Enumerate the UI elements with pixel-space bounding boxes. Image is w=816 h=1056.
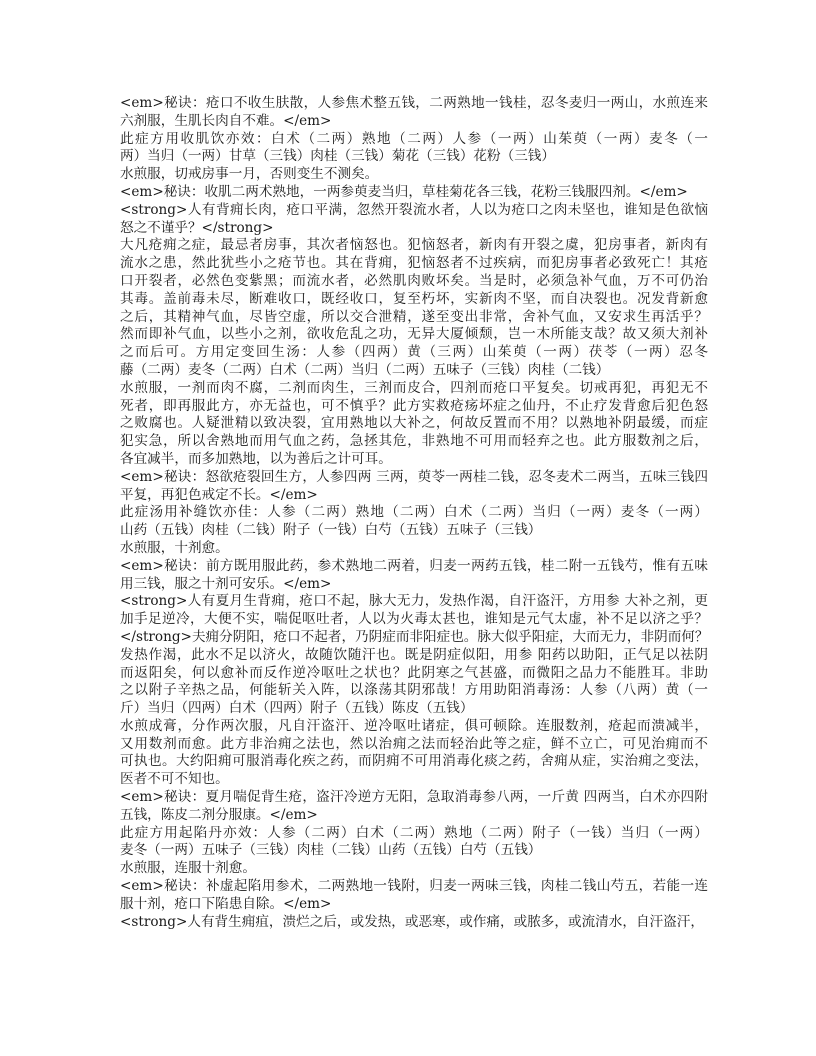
paragraph-verse <box>120 469 708 505</box>
text-line: <em>秘诀：前方既用服此药，参术熟地二两着，归麦一两药五钱，桂二附一五钱芍，惟有五味 <box>120 557 708 574</box>
paragraph-text <box>120 380 708 469</box>
paragraph-verse <box>120 184 708 202</box>
text-line: 医者不可不知也。 <box>120 771 229 788</box>
paragraph-question <box>120 202 708 238</box>
text-line: <em>秘诀：怒欲疮裂回生方，人参四两 三两，萸苓一两桂二钱，忍冬麦术二两当，五味三钱四 <box>120 468 708 485</box>
paragraph-text <box>120 860 708 878</box>
text-line: 麦冬（一两）五味子（三钱）肉桂（二钱）山药（五钱）白芍（五钱） <box>120 842 542 859</box>
paragraph-question <box>120 914 708 932</box>
text-line: 然而即补气血，以些小之剂，欲收危乱之功，无异大厦倾颓，岂一木所能支哉？故又须大剂补 <box>120 326 708 343</box>
text-line: 之而后可。方用定变回生汤：人参（四两）黄（三两）山茱萸（一两）茯苓（一两）忍冬 <box>120 344 708 361</box>
text-line: <strong>人有背生痈疽，溃烂之后，或发热，或恶寒，或作痛，或脓多，或流清水，自汗盗汗， <box>120 913 704 930</box>
text-line: 之后，其精神气血，尽皆空虚，所以交合泄精，遂至变出非常，舍补气血，又安求生再活乎？ <box>120 308 708 325</box>
text-line: 水煎服，十剂愈。 <box>120 539 229 556</box>
paragraph-formula <box>120 131 708 167</box>
paragraph-question <box>120 593 708 718</box>
text-line: 斤）当归（四两）白术（四两）附子（五钱）陈皮（五钱） <box>120 700 474 717</box>
text-line: 水煎服，切戒房事一月，否则变生不测矣。 <box>120 166 379 183</box>
text-line: 各宜减半，而多加熟地，以为善后之计可耳。 <box>120 450 392 467</box>
text-line: 两）当归（一两）甘草（三钱）肉桂（三钱）菊花（三钱）花粉（三钱） <box>120 148 555 165</box>
text-line: <em>秘诀：补虚起陷用参术，二两熟地一钱附，归麦一两味三钱，肉桂二钱山芍五，若能一连 <box>120 878 708 895</box>
text-line: 其毒。盖前毒未尽，断难收口，既经收口，复至朽坏，实新肉不坚，而自决裂也。况发背新愈 <box>120 290 708 307</box>
text-line: 服十剂，疮口下陷患自除。</em> <box>120 895 332 912</box>
paragraph-formula <box>120 504 708 540</box>
text-line: 藤（二两）麦冬（二两）白术（二两）当归（二两）五味子（三钱）肉桂（二钱） <box>120 361 610 378</box>
text-line: 此症汤用补缝饮亦佳：人参（二两）熟地（二两）白术（二两）当归（一两）麦冬（一两） <box>120 504 708 521</box>
text-line: 水煎服，一剂而肉不腐，二剂而肉生，三剂而皮合，四剂而疮口平复矣。切戒再犯，再犯无不 <box>120 379 708 396</box>
paragraph-text <box>120 540 708 558</box>
text-line: 又用数剂而愈。此方非治痈之法也，然以治痈之法而轻治此等之症，鲜不立亡，可见治痈而不 <box>120 735 708 752</box>
text-line: 山药（五钱）肉桂（二钱）附子（一钱）白芍（五钱）五味子（三钱） <box>120 522 542 539</box>
text-line: 加手足逆冷，大便不实，喘促呕吐者，人以为火毒太甚也，谁知是元气太虚，补不足以济之乎？ <box>120 611 708 628</box>
paragraph-text <box>120 237 708 379</box>
text-line: 此症方用收肌饮亦效：白术（二两）熟地（二两）人参（一两）山茱萸（一两）麦冬（一 <box>120 130 708 147</box>
text-line: 之以附子辛热之品，何能斩关入阵，以涤荡其阴邪哉！方用助阳消毒汤：人参（八两）黄（一 <box>120 682 708 699</box>
text-line: <em>秘诀：夏月喘促背生疮，盗汗冷逆方无阳，急取消毒参八两，一斤黄 四两当，白术亦四附 <box>120 789 708 806</box>
text-line: 用三钱，服之十剂可安乐。</em> <box>120 575 332 592</box>
paragraph-formula <box>120 825 708 861</box>
text-line: 犯实急，所以舍熟地而用气血之药，急拯其危，非熟地不可用而轻弃之也。此方服数剂之后， <box>120 433 708 450</box>
text-line: 流水之患，然此犹些小之疮节也。其在背痈，犯恼怒者不过疾病，而犯房事者必致死亡！其疮 <box>120 255 708 272</box>
text-line: <em>秘诀：收肌二两术熟地，一两参萸麦当归，草桂菊花各三钱，花粉三钱服四剂。</em> <box>120 183 688 200</box>
paragraph-text <box>120 166 708 184</box>
text-line: 死者，即再服此方，亦无益也，可不慎乎？此方实救疮疡坏症之仙丹，不止疗发背愈后犯色怒 <box>120 397 708 414</box>
text-line: <strong>人有夏月生背痈，疮口不起，脉大无力，发热作渴，自汗盗汗，方用参 大补之剂，更 <box>120 593 708 610</box>
text-line: 可执也。大约阳痈可服消毒化疾之药，而阴痈不可用消毒化痰之药，舍痈从症，实治痈之变法， <box>120 753 708 770</box>
document-page <box>120 95 708 931</box>
text-line: 怒之不谨乎？</strong> <box>120 219 274 236</box>
text-line: <strong>人有背痈长肉，疮口平满，忽然开裂流水者，人以为疮口之肉未坚也，谁知是色欲恼 <box>120 201 708 218</box>
paragraph-verse <box>120 789 708 825</box>
paragraph-verse <box>120 95 708 131</box>
text-line: <em>秘诀：疮口不收生肤散，人参焦术整五钱，二两熟地一钱桂，忍冬麦归一两山，水煎连来 <box>120 95 708 111</box>
text-line: 平复，再犯色戒定不长。</em> <box>120 486 318 503</box>
text-line: 五钱，陈皮二剂分服康。</em> <box>120 806 318 823</box>
paragraph-text <box>120 718 708 789</box>
text-line: 大凡疮痈之症，最忌者房事，其次者恼怒也。犯恼怒者，新肉有开裂之虞，犯房事者，新肉有 <box>120 237 708 254</box>
text-line: </strong>夫痈分阴阳，疮口不起者，乃阴症而非阳症也。脉大似乎阳症，大而无力，非阴而何？ <box>120 628 709 645</box>
paragraph-verse <box>120 558 708 594</box>
text-line: 此症方用起陷丹亦效：人参（二两）白术（二两）熟地（二两）附子（一钱）当归（一两） <box>120 824 708 841</box>
text-line: 而返阳矣，何以愈补而反作逆冷呕吐之状也？此阴寒之气甚盛，而微阳之品力不能胜耳。非助 <box>120 664 708 681</box>
text-line: 口开裂者，必然色变紫黑；而流水者，必然肌肉败坏矣。当是时，必须急补气血，万不可仍治 <box>120 272 708 289</box>
text-line: 水煎成膏，分作两次服，凡自汗盗汗、逆冷呕吐诸症，俱可顿除。连服数剂，疮起而溃减半， <box>120 717 708 734</box>
text-line: 水煎服，连服十剂愈。 <box>120 860 256 877</box>
text-line: 发热作渴，此水不足以济火，故随饮随汗也。既是阴症似阳，用参 阳药以助阳，正气足以祛阴 <box>120 646 708 663</box>
paragraph-verse <box>120 878 708 914</box>
text-line: 之败腐也。人疑泄精以致决裂，宜用熟地以大补之，何故反置而不用？以熟地补阴最缓，而症 <box>120 415 708 432</box>
text-line: 六剂服，生肌长肉自不难。</em> <box>120 112 332 129</box>
